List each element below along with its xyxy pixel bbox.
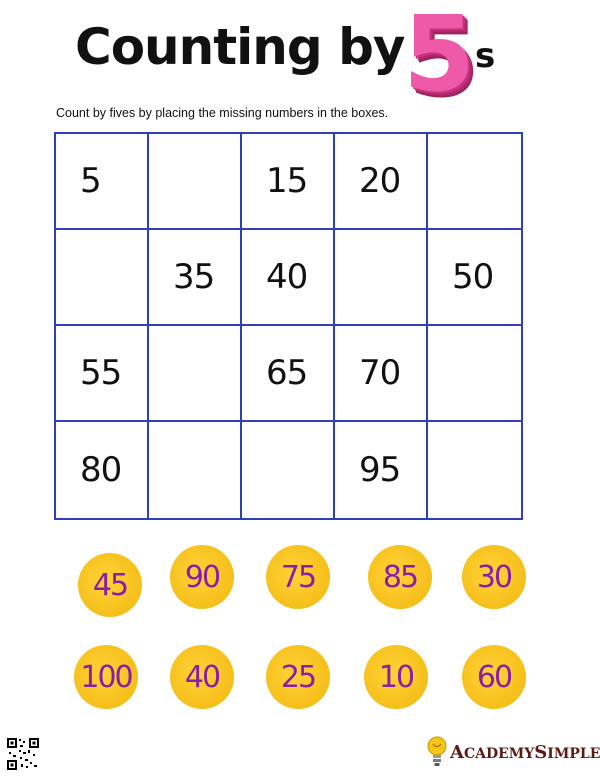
grid-cell[interactable] [428,326,521,422]
grid-cell[interactable]: 65 [242,326,335,422]
grid-cell[interactable]: 70 [335,326,428,422]
answer-coin[interactable]: 30 [462,545,526,609]
grid-cell[interactable]: 40 [242,230,335,326]
grid-cell[interactable]: 5 [56,134,149,230]
grid-cell[interactable]: 50 [428,230,521,326]
grid-cell[interactable] [428,422,521,518]
title-text: Counting by [75,18,405,76]
grid-cell[interactable] [149,326,242,422]
grid-cell[interactable]: 80 [56,422,149,518]
answer-coins [78,545,548,735]
answer-coin[interactable]: 40 [170,645,234,709]
title-suffix: s [475,36,496,76]
answer-coin[interactable]: 25 [266,645,330,709]
answer-coin[interactable]: 75 [266,545,330,609]
big-five-numeral: 5 [403,0,476,115]
grid-cell[interactable] [428,134,521,230]
grid-cell[interactable] [335,230,428,326]
answer-coin[interactable]: 60 [462,645,526,709]
lightbulb-icon [426,735,448,769]
answer-coin[interactable]: 90 [170,545,234,609]
answer-coin[interactable]: 85 [368,545,432,609]
qr-code-icon [6,737,40,771]
grid-cell[interactable] [149,134,242,230]
answer-coin[interactable]: 100 [74,645,138,709]
answer-coin[interactable]: 45 [78,553,142,617]
grid-cell[interactable]: 20 [335,134,428,230]
academy-simple-logo [426,735,600,771]
grid-cell[interactable]: 55 [56,326,149,422]
grid-cell[interactable] [149,422,242,518]
number-grid [54,132,523,520]
grid-cell[interactable] [56,230,149,326]
brand-name: ACADEMYSIMPLE [450,742,600,763]
grid-cell[interactable] [242,422,335,518]
grid-cell[interactable]: 35 [149,230,242,326]
grid-cell[interactable]: 95 [335,422,428,518]
grid-cell[interactable]: 15 [242,134,335,230]
answer-coin[interactable]: 10 [364,645,428,709]
instruction-text: Count by fives by placing the missing numbers in the boxes. [56,106,389,120]
